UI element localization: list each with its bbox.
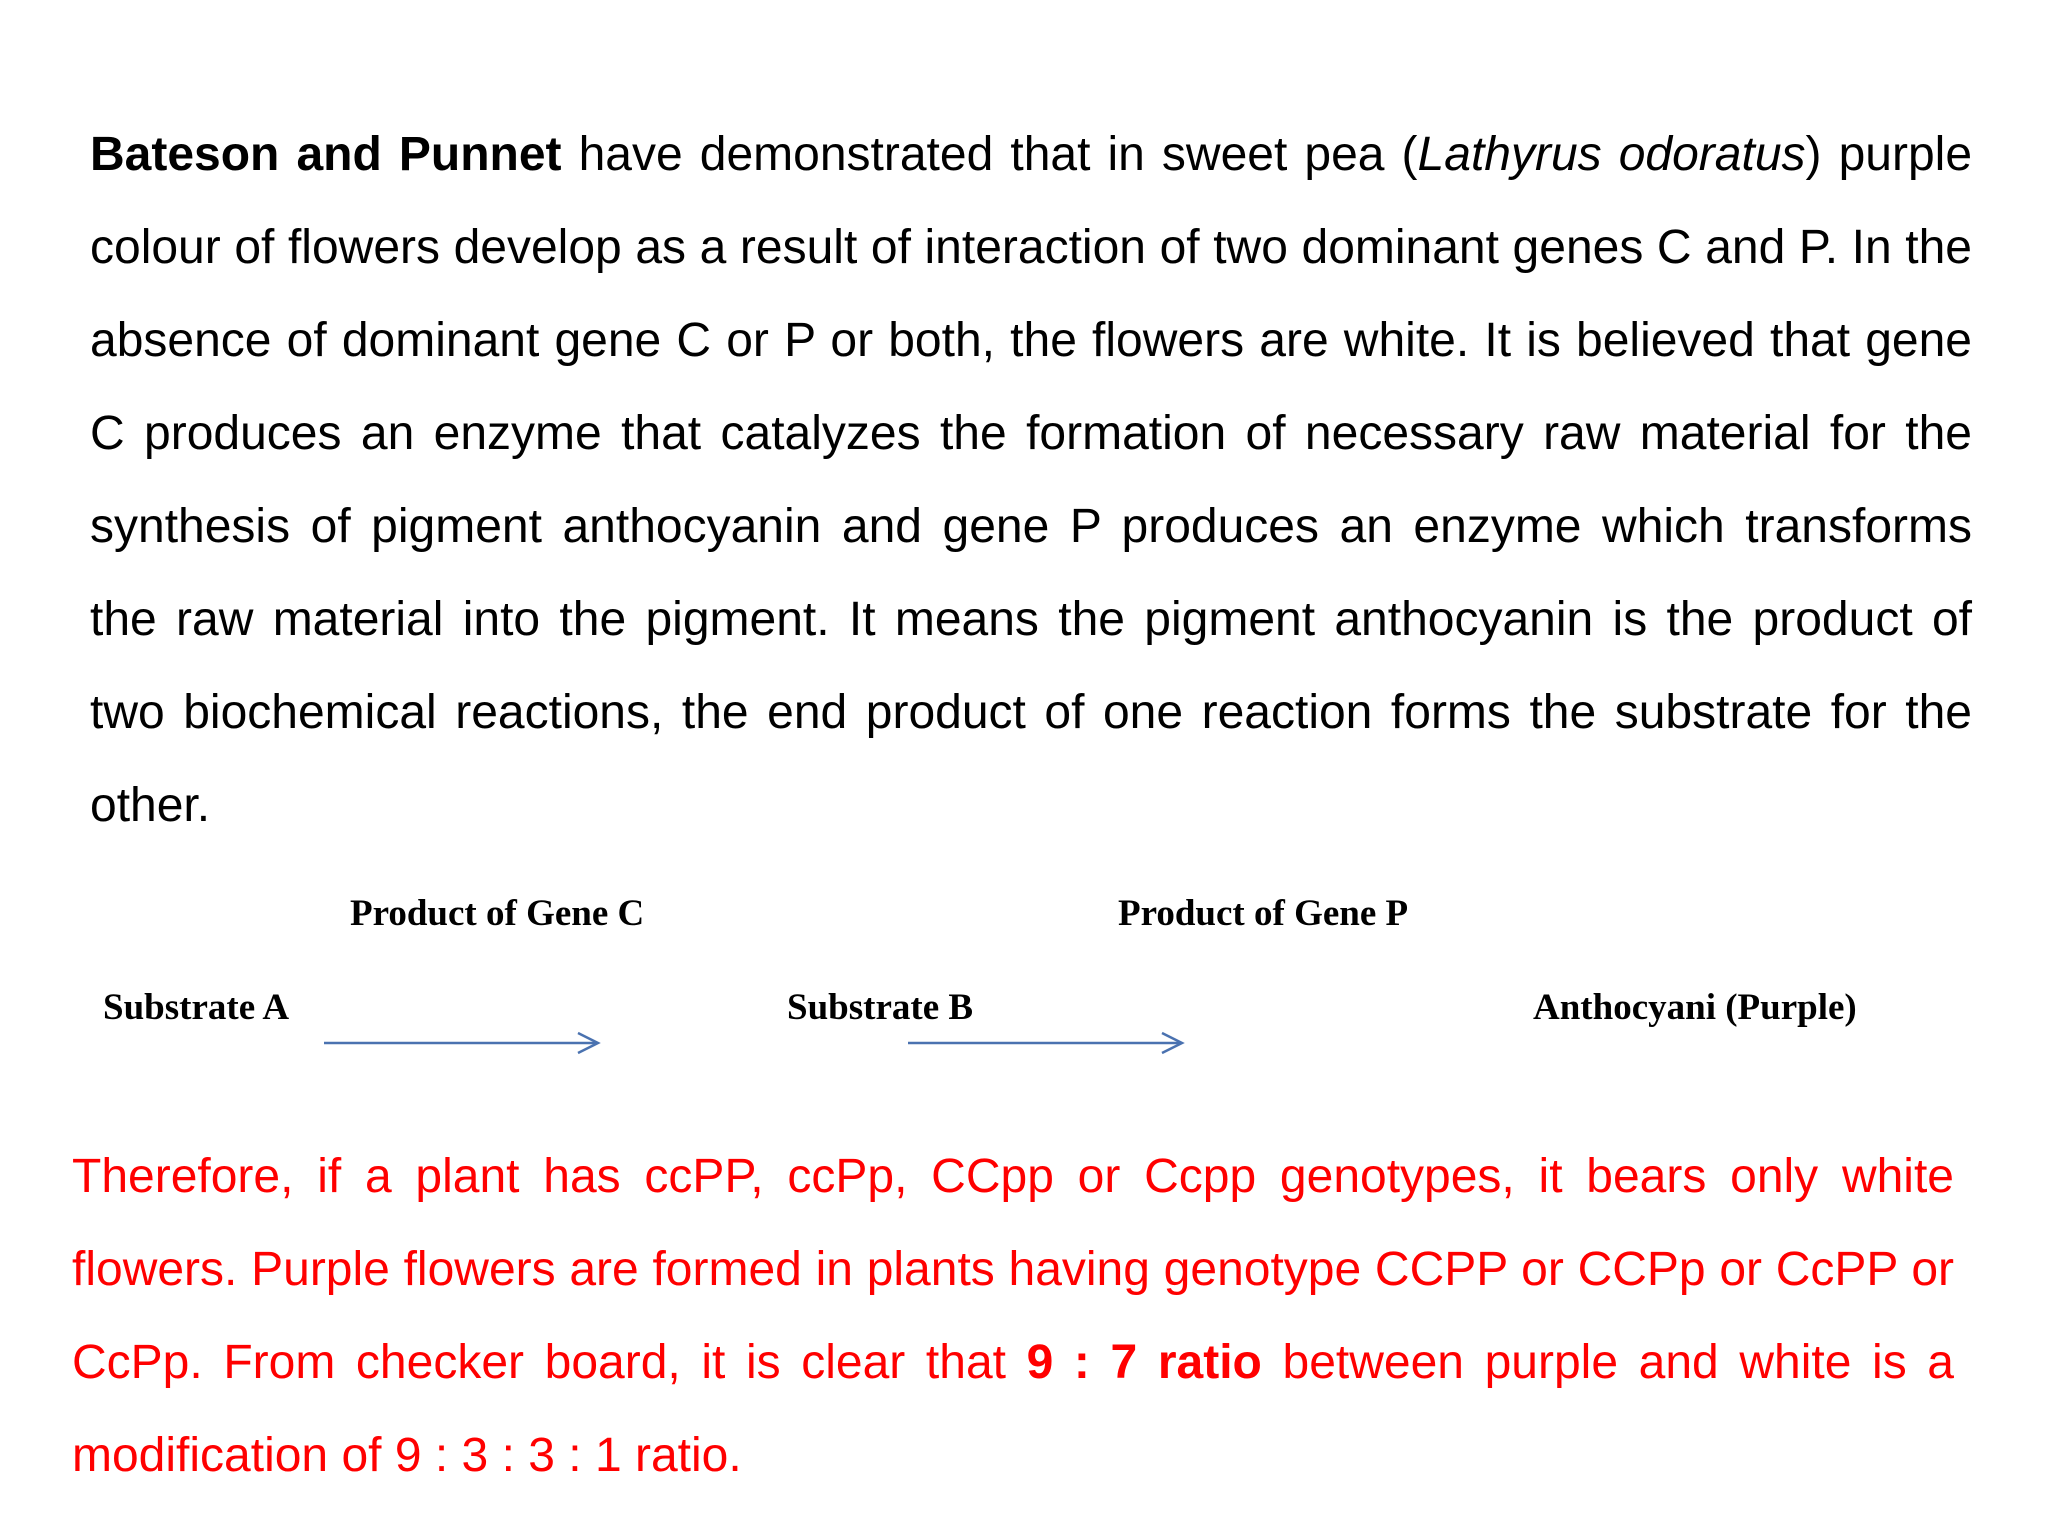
conclusion-text-2: between purple and white is a modification of 9 : 3 : 3 : 1 ratio. xyxy=(72,1336,1955,1482)
conclusion-text-1: Therefore, if a plant has ccPP, ccPp, CCpp or Ccpp genotypes, it bears only white flowers. Purple flowers are formed in plants having genotype CCPP or CCPp or CcPP or CcPp. From checker board, it is clear that xyxy=(72,1150,1954,1389)
authors-bold: Bateson and Punnet xyxy=(90,128,562,181)
pathway-diagram xyxy=(0,880,2048,1080)
intro-paragraph xyxy=(90,108,1972,852)
species-name: Lathyrus odoratus xyxy=(1417,128,1806,181)
intro-text-1: have demonstrated that in sweet pea ( xyxy=(561,128,1418,181)
substrate-a-label: Substrate A xyxy=(103,987,290,1028)
enzyme-label-gene-c: Product of Gene C xyxy=(350,893,645,934)
conclusion-paragraph xyxy=(72,1130,1954,1502)
arrow-icon-1 xyxy=(320,1028,610,1058)
ratio-bold: 9 : 7 ratio xyxy=(1026,1336,1262,1389)
product-label: Anthocyani (Purple) xyxy=(1533,987,1857,1028)
arrow-icon-2 xyxy=(904,1028,1194,1058)
intro-text-2: ) purple colour of flowers develop as a result of interaction of two dominant genes C and P. In the absence of dominant gene C or P or both, the flowers are white. It is believed that gene C produces an enzyme that catalyzes the formation of necessary raw material for the synthesis of pigment anthocyanin and gene P produces an enzyme which transforms the raw material into the pigment. It means the pigment anthocyanin is the product of two biochemical reactions, the end product of one reaction forms the substrate for the other. xyxy=(90,128,1973,832)
substrate-b-label: Substrate B xyxy=(787,987,974,1028)
enzyme-label-gene-p: Product of Gene P xyxy=(1118,893,1409,934)
